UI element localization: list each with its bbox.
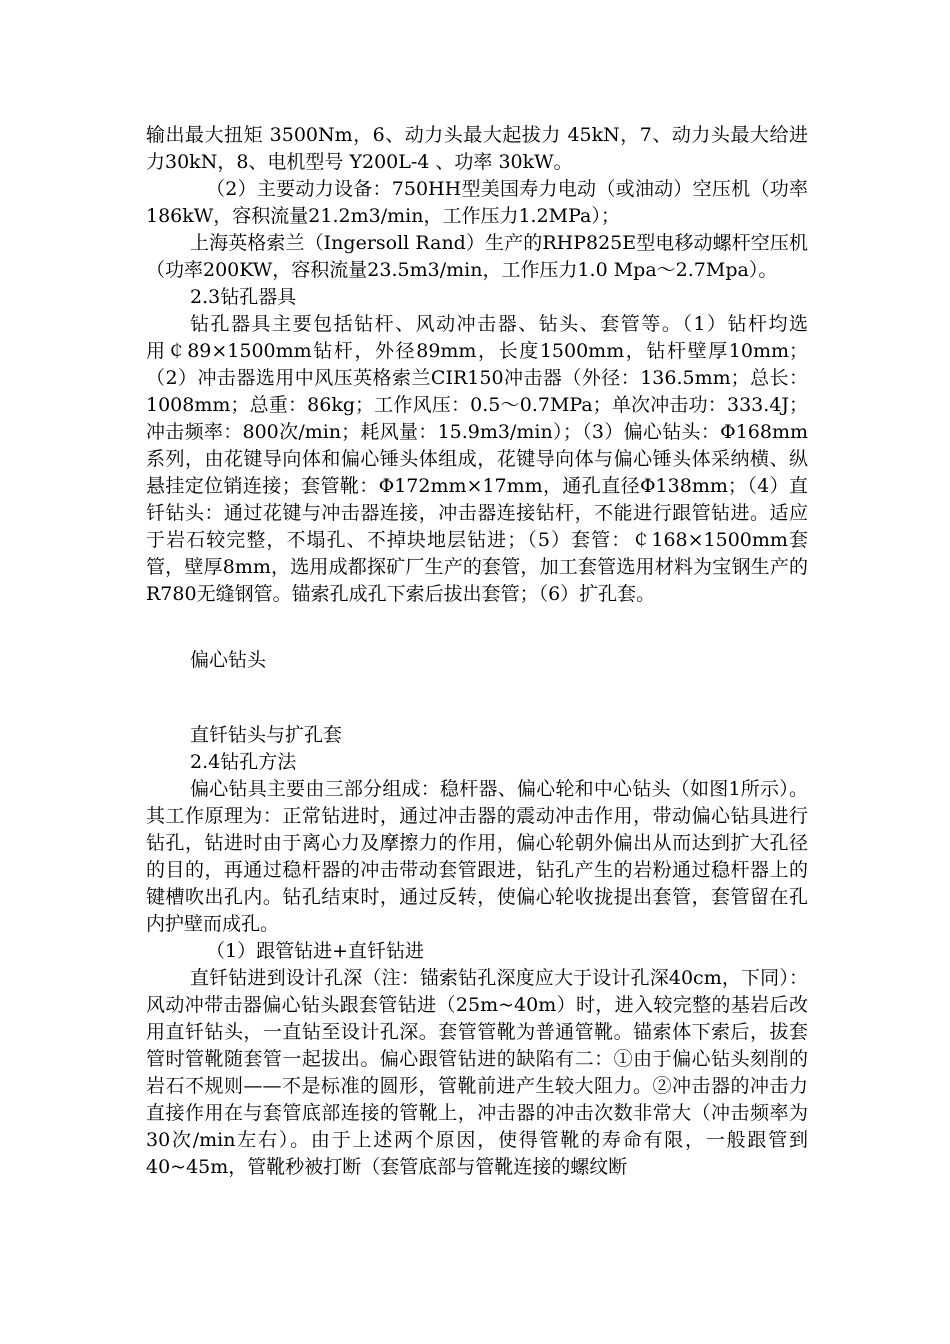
paragraph-specs-continued: 输出最大扭矩 3500Nm，6、动力头最大起拔力 45kN，7、动力头最大给进力30kN，8、电机型号 Y200L-4 、功率 30kW。 xyxy=(146,124,808,173)
caption-straight-bit-reamer: 直钎钻头与扩孔套 xyxy=(190,724,343,746)
figure-space-eccentric-bit xyxy=(146,608,808,647)
section-heading-2-3: 2.3钻孔器具 xyxy=(190,286,297,308)
paragraph-ingersoll-compressor: 上海英格索兰（Ingersoll Rand）生产的RHP825E型电移动螺杆空压机（功率200KW，容积流量23.5m3/min，工作压力1.0 Mpa～2.7Mpa）。 xyxy=(146,232,808,281)
section-heading-2-4: 2.4钻孔方法 xyxy=(190,751,297,773)
subheading-casing-drilling: （1）跟管钻进+直钎钻进 xyxy=(206,940,425,962)
document-page xyxy=(146,122,808,1181)
paragraph-power-equipment: （2）主要动力设备：750HH型美国寿力电动（或油动）空压机（功率186kW，容积流量21.2m3/min，工作压力1.2MPa）； xyxy=(146,178,808,227)
figure-space-straight-bit xyxy=(146,674,808,722)
paragraph-drilling-tools: 钻孔器具主要包括钻杆、风动冲击器、钻头、套管等。（1）钻杆均选用￠89×1500mm钻杆，外径89mm，长度1500mm，钻杆壁厚10mm；（2）冲击器选用中风压英格索兰CIR150冲击器（外径：136.5mm；总长：1008mm；总重：86kg；工作风压：0.5～0.7MPa；单次冲击功：333.4J；冲击频率：800次/min；耗风量：15.9m3/min）；（3）偏心钻头：Φ168mm系列，由花键导向体和偏心锤头体组成，花键导向体与偏心锤头体采纳横、纵悬挂定位销连接；套管靴：Φ172mm×17mm，通孔直径Φ138mm；（4）直钎钻头：通过花键与冲击器连接，冲击器连接钻杆，不能进行跟管钻进。适应于岩石较完整，不塌孔、不掉块地层钻进；（5）套管：￠168×1500mm套管，壁厚8mm，选用成都探矿厂生产的套管，加工套管选用材料为宝钢生产的R780无缝钢管。锚索孔成孔下索后拔出套管；（6）扩孔套。 xyxy=(146,313,808,605)
paragraph-eccentric-principle: 偏心钻具主要由三部分组成：稳杆器、偏心轮和中心钻头（如图1所示）。其工作原理为：正常钻进时，通过冲击器的震动冲击作用，带动偏心钻具进行钻孔，钻进时由于离心力及摩擦力的作用，偏心轮朝外偏出从而达到扩大孔径的目的，再通过稳杆器的冲击带动套管跟进，钻孔产生的岩粉通过稳杆器上的键槽吹出孔内。钻孔结束时，通过反转，使偏心轮收拢提出套管，套管留在孔内护壁而成孔。 xyxy=(146,778,808,935)
caption-eccentric-bit: 偏心钻头 xyxy=(190,649,267,671)
paragraph-straight-drilling: 直钎钻进到设计孔深（注：锚索钻孔深度应大于设计孔深40cm，下同）：风动冲带击器偏心钻头跟套管钻进（25m~40m）时，进入较完整的基岩后改用直钎钻头，一直钻至设计孔深。套管管靴为普通管靴。锚索体下索后，拔套管时管靴随套管一起拔出。偏心跟管钻进的缺陷有二：①由于偏心钻头刻削的岩石不规则——不是标准的圆形，管靴前进产生较大阻力。②冲击器的冲击力直接作用在与套管底部连接的管靴上，冲击器的冲击次数非常大（冲击频率为30次/min左右）。由于上述两个原因，使得管靴的寿命有限，一般跟管到40~45m，管靴秒被打断（套管底部与管靴连接的螺纹断 xyxy=(146,967,808,1178)
